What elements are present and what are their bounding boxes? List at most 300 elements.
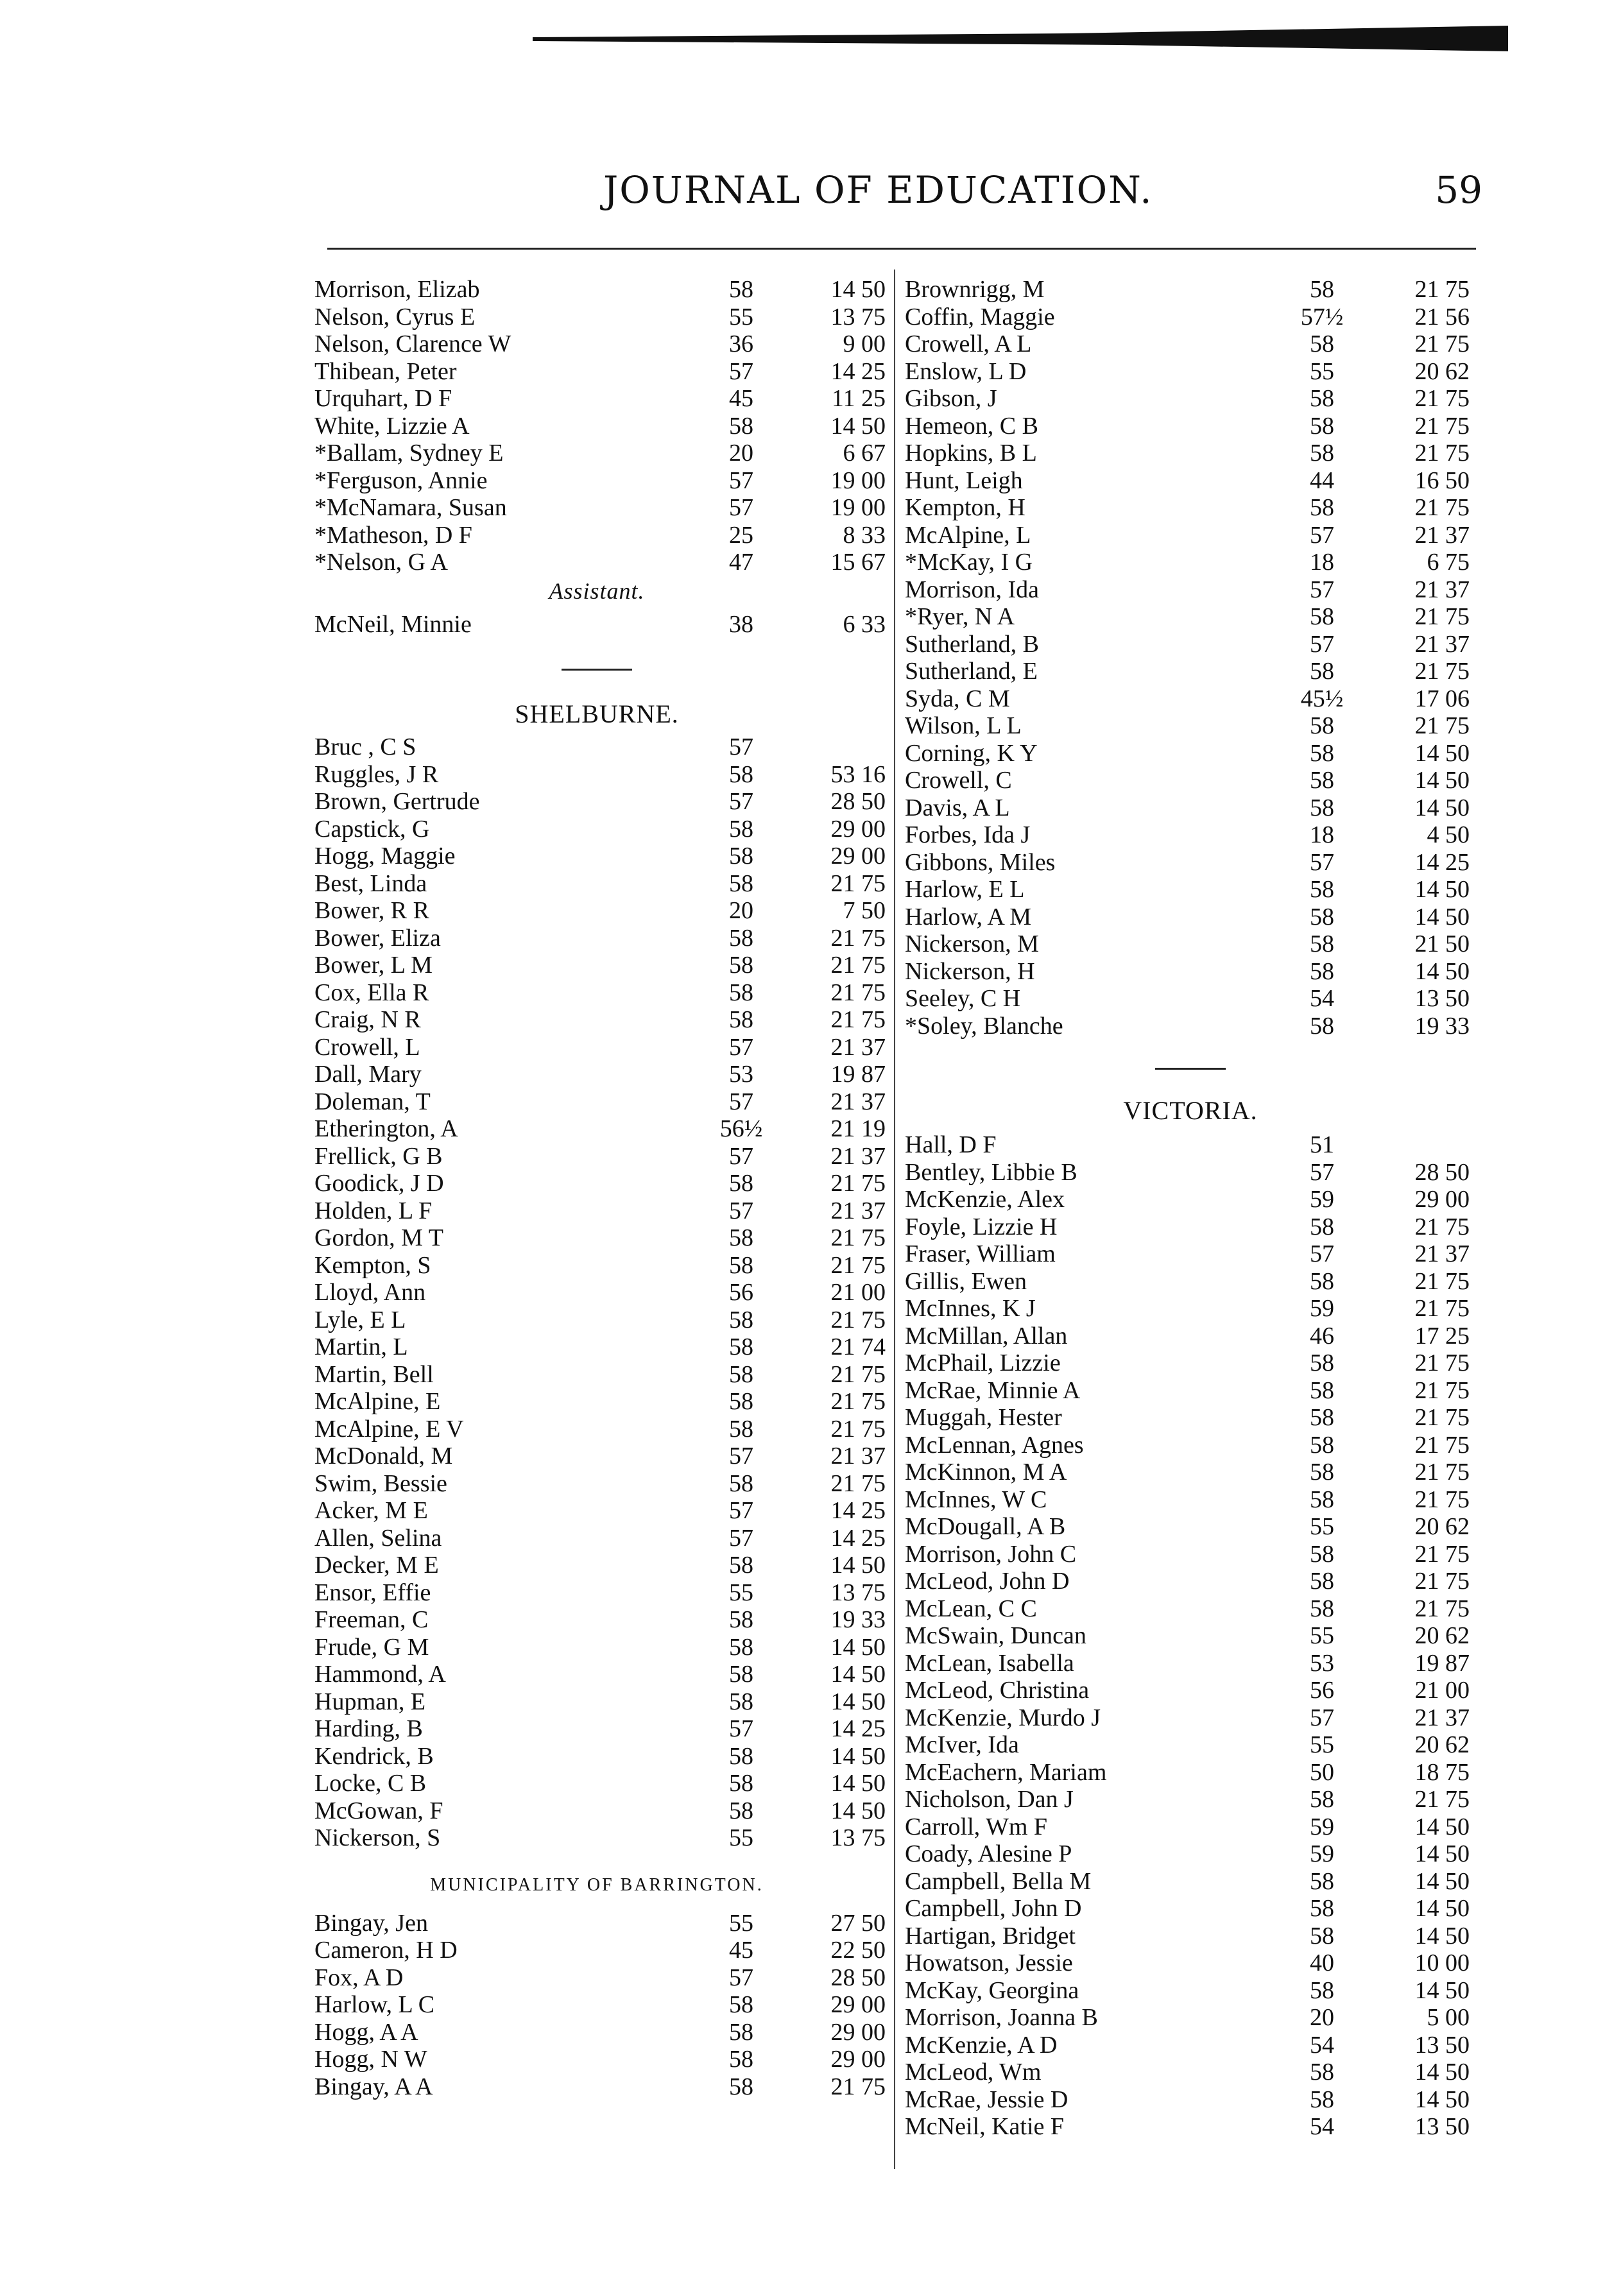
left-group-1 — [314, 276, 886, 576]
table-row — [314, 979, 886, 1007]
teacher-name: Bower, R R — [314, 897, 429, 924]
teacher-name: McAlpine, L — [905, 521, 1031, 549]
grant-amount: 21 37 — [1414, 576, 1470, 603]
grant-amount: 14 50 — [830, 276, 886, 303]
table-row — [314, 1824, 886, 1852]
teacher-name: Harlow, L C — [314, 1991, 435, 2018]
teacher-name: Nickerson, S — [314, 1824, 441, 1851]
table-row — [314, 1937, 886, 1964]
table-row — [314, 1006, 886, 1034]
teacher-name: Frude, G M — [314, 1633, 429, 1661]
grant-amount: 14 50 — [830, 1552, 886, 1579]
right-column — [905, 276, 1476, 2141]
days-taught: 58 — [729, 1661, 753, 1688]
table-row — [314, 1497, 886, 1525]
grant-amount: 21 00 — [830, 1279, 886, 1306]
days-taught: 57 — [729, 467, 753, 494]
grant-amount: 17 06 — [1414, 685, 1470, 712]
teacher-name: Crowell, C — [905, 767, 1012, 794]
days-taught: 58 — [1310, 1213, 1334, 1240]
days-taught: 57 — [729, 1197, 753, 1224]
grant-amount: 21 75 — [1414, 1595, 1470, 1622]
days-taught: 58 — [1310, 1349, 1334, 1376]
table-row — [314, 276, 886, 304]
table-row — [314, 521, 886, 549]
grant-amount: 15 67 — [830, 549, 886, 576]
days-taught: 58 — [729, 1797, 753, 1824]
days-taught: 58 — [1310, 1976, 1334, 2004]
table-row — [905, 2113, 1476, 2141]
teacher-name: Bower, L M — [314, 952, 433, 979]
teacher-name: Brownrigg, M — [905, 276, 1045, 303]
table-row — [314, 1333, 886, 1361]
teacher-name: Hogg, Maggie — [314, 843, 456, 870]
table-row — [314, 440, 886, 467]
table-row — [314, 1142, 886, 1170]
teacher-name: Allen, Selina — [314, 1524, 442, 1552]
days-taught: 55 — [1310, 1731, 1334, 1758]
teacher-name: White, Lizzie A — [314, 412, 470, 440]
days-taught: 57 — [729, 733, 753, 760]
grant-amount: 14 50 — [1414, 876, 1470, 903]
table-row — [905, 1840, 1476, 1868]
days-taught: 56 — [1310, 1677, 1334, 1704]
teacher-name: McLean, C C — [905, 1595, 1037, 1622]
days-taught: 57 — [1310, 1240, 1334, 1267]
grant-amount: 21 74 — [830, 1333, 886, 1360]
grant-amount: 21 75 — [1414, 385, 1470, 412]
table-row — [905, 385, 1476, 413]
table-row — [905, 1595, 1476, 1623]
table-row — [314, 2046, 886, 2073]
days-taught: 56½ — [719, 1115, 763, 1142]
days-taught: 58 — [729, 760, 753, 788]
table-row — [314, 1552, 886, 1579]
table-row — [314, 1415, 886, 1443]
grant-amount: 5 00 — [1427, 2004, 1470, 2031]
grant-amount: 21 37 — [1414, 521, 1470, 549]
teacher-name: Decker, M E — [314, 1552, 439, 1579]
days-taught: 58 — [729, 1415, 753, 1443]
table-row — [905, 1704, 1476, 1732]
teacher-name: Carroll, Wm F — [905, 1813, 1048, 1840]
table-row — [905, 876, 1476, 904]
grant-amount: 21 75 — [830, 924, 886, 952]
teacher-name: Martin, Bell — [314, 1360, 434, 1388]
teacher-name: Cox, Ella R — [314, 979, 429, 1006]
grant-amount: 13 75 — [830, 1824, 886, 1851]
table-row — [905, 849, 1476, 877]
table-row — [314, 1197, 886, 1225]
teacher-name: Lyle, E L — [314, 1306, 406, 1333]
grant-amount: 21 75 — [1414, 1404, 1470, 1431]
table-row — [905, 2086, 1476, 2114]
teacher-name: McDonald, M — [314, 1443, 453, 1469]
days-taught: 57 — [729, 1715, 753, 1742]
days-taught: 58 — [729, 870, 753, 897]
days-taught: 58 — [729, 815, 753, 843]
days-taught: 57 — [729, 1443, 753, 1469]
days-taught: 58 — [1310, 1431, 1334, 1459]
days-taught: 58 — [729, 1333, 753, 1360]
grant-amount: 19 87 — [830, 1061, 886, 1088]
days-taught: 57 — [1310, 576, 1334, 603]
table-row — [314, 2073, 886, 2101]
grant-amount: 21 75 — [1414, 1295, 1470, 1322]
grant-amount: 14 50 — [1414, 1895, 1470, 1922]
table-row — [314, 357, 886, 386]
table-row — [905, 1731, 1476, 1759]
teacher-name: Holden, L F — [314, 1197, 433, 1224]
table-row — [314, 1224, 886, 1252]
grant-amount: 14 25 — [830, 357, 886, 385]
table-row — [314, 952, 886, 979]
table-row — [905, 1813, 1476, 1841]
table-row — [314, 1770, 886, 1797]
teacher-name: Kempton, S — [314, 1251, 431, 1279]
table-row — [905, 985, 1476, 1013]
teacher-name: Harlow, A M — [905, 903, 1032, 930]
days-taught: 58 — [729, 1606, 753, 1633]
table-row — [314, 897, 886, 925]
teacher-name: Campbell, John D — [905, 1895, 1082, 1922]
grant-amount: 21 75 — [1414, 1568, 1470, 1595]
teacher-name: Nelson, Clarence W — [314, 330, 511, 357]
table-row — [905, 1459, 1476, 1486]
teacher-name: Hammond, A — [314, 1661, 446, 1688]
table-row — [905, 576, 1476, 604]
teacher-name: *Soley, Blanche — [905, 1012, 1063, 1040]
section-barrington: MUNICIPALITY OF BARRINGTON. — [430, 1874, 764, 1895]
days-taught: 53 — [1310, 1649, 1334, 1677]
grant-amount: 21 19 — [830, 1115, 886, 1142]
grant-amount: 14 50 — [830, 1633, 886, 1661]
table-row — [314, 1388, 886, 1416]
teacher-name: Sutherland, B — [905, 630, 1039, 658]
grant-amount: 28 50 — [830, 788, 886, 815]
grant-amount: 21 75 — [830, 1251, 886, 1279]
grant-amount: 4 50 — [1427, 821, 1470, 848]
table-row — [905, 1949, 1476, 1977]
teacher-name: Hemeon, C B — [905, 412, 1038, 440]
table-row — [314, 385, 886, 413]
grant-amount: 14 25 — [830, 1497, 886, 1524]
days-taught: 44 — [1310, 467, 1334, 494]
teacher-name: Gillis, Ewen — [905, 1267, 1027, 1295]
days-taught: 18 — [1310, 549, 1334, 576]
grant-amount: 21 56 — [1414, 303, 1470, 330]
grant-amount: 6 33 — [843, 610, 886, 638]
teacher-name: Thibean, Peter — [314, 357, 457, 385]
teacher-name: McKenzie, Alex — [905, 1186, 1065, 1213]
grant-amount: 22 50 — [830, 1937, 886, 1964]
days-taught: 57 — [729, 1142, 753, 1170]
teacher-name: Enslow, L D — [905, 357, 1027, 385]
days-taught: 57 — [729, 1088, 753, 1115]
table-row — [314, 1251, 886, 1280]
grant-amount: 9 00 — [843, 330, 886, 357]
grant-amount: 21 37 — [830, 1142, 886, 1170]
table-row — [905, 1513, 1476, 1541]
grant-amount: 21 75 — [830, 870, 886, 897]
table-row — [905, 658, 1476, 685]
teacher-name: Morrison, Joanna B — [905, 2004, 1098, 2031]
teacher-name: *McNamara, Susan — [314, 494, 507, 521]
table-row — [905, 1977, 1476, 2005]
days-taught: 58 — [1310, 1867, 1334, 1895]
teacher-name: Urquhart, D F — [314, 385, 452, 412]
teacher-name: *McKay, I G — [905, 549, 1033, 576]
teacher-name: Doleman, T — [314, 1088, 431, 1115]
table-row — [905, 904, 1476, 931]
grant-amount: 14 50 — [830, 1742, 886, 1770]
grant-amount: 14 50 — [830, 1688, 886, 1715]
table-row — [314, 1797, 886, 1825]
table-row — [314, 815, 886, 843]
table-row — [314, 1909, 886, 1937]
grant-amount: 19 87 — [1414, 1649, 1470, 1677]
days-taught: 55 — [1310, 1513, 1334, 1540]
table-row — [905, 767, 1476, 794]
table-row — [905, 1568, 1476, 1595]
grant-amount: 14 50 — [1414, 1840, 1470, 1867]
teacher-name: McIver, Ida — [905, 1731, 1019, 1758]
teacher-name: Craig, N R — [314, 1006, 421, 1033]
table-row — [905, 1268, 1476, 1296]
days-taught: 57 — [1310, 521, 1334, 549]
teacher-name: Dall, Mary — [314, 1061, 422, 1088]
grant-amount: 14 50 — [1414, 1976, 1470, 2004]
days-taught: 58 — [729, 1552, 753, 1579]
teacher-name: *Nelson, G A — [314, 549, 448, 576]
table-row — [314, 1524, 886, 1552]
teacher-name: Hartigan, Bridget — [905, 1922, 1076, 1949]
grant-amount: 21 75 — [830, 1306, 886, 1333]
grant-amount: 21 75 — [830, 952, 886, 979]
teacher-name: McKinnon, M A — [905, 1459, 1067, 1486]
table-row — [905, 712, 1476, 740]
table-row — [314, 1360, 886, 1389]
teacher-name: Gordon, M T — [314, 1224, 443, 1251]
grant-amount: 14 25 — [830, 1524, 886, 1552]
teacher-name: McDougall, A B — [905, 1513, 1066, 1540]
table-row — [314, 1088, 886, 1116]
table-row — [314, 788, 886, 816]
days-taught: 58 — [729, 979, 753, 1006]
assistant-heading: Assistant. — [549, 578, 645, 604]
grant-amount: 21 75 — [1414, 712, 1470, 739]
days-taught: 57½ — [1300, 303, 1344, 330]
grant-amount: 28 50 — [1414, 1158, 1470, 1186]
grant-amount: 21 75 — [1414, 658, 1470, 685]
teacher-name: McEachern, Mariam — [905, 1758, 1107, 1786]
days-taught: 58 — [1310, 1568, 1334, 1595]
table-row — [314, 1715, 886, 1743]
days-taught: 57 — [729, 788, 753, 815]
grant-amount: 19 33 — [1414, 1012, 1470, 1040]
grant-amount: 20 62 — [1414, 357, 1470, 385]
table-row — [314, 1661, 886, 1688]
days-taught: 58 — [1310, 1012, 1334, 1040]
days-taught: 58 — [729, 1991, 753, 2018]
teacher-name: Locke, C B — [314, 1770, 427, 1797]
table-row — [905, 1186, 1476, 1213]
days-taught: 58 — [729, 1633, 753, 1661]
grant-amount: 14 50 — [1414, 903, 1470, 930]
teacher-name: *Ballam, Sydney E — [314, 440, 504, 467]
table-row — [905, 2004, 1476, 2032]
teacher-name: Nicholson, Dan J — [905, 1786, 1074, 1813]
teacher-name: Hupman, E — [314, 1688, 426, 1715]
grant-amount: 18 75 — [1414, 1758, 1470, 1786]
table-row — [905, 1240, 1476, 1268]
grant-amount: 19 00 — [830, 494, 886, 521]
teacher-name: McLeod, John D — [905, 1568, 1070, 1595]
teacher-name: McRae, Jessie D — [905, 2086, 1069, 2113]
section-dash — [1155, 1068, 1226, 1070]
section-victoria: VICTORIA. — [1123, 1096, 1258, 1125]
teacher-name: Campbell, Bella M — [905, 1867, 1092, 1895]
days-taught: 57 — [1310, 630, 1334, 658]
grant-amount: 28 50 — [830, 1964, 886, 1991]
grant-amount: 13 75 — [830, 1579, 886, 1606]
days-taught: 58 — [1310, 276, 1334, 303]
grant-amount: 21 75 — [1414, 412, 1470, 440]
table-row — [905, 1541, 1476, 1568]
days-taught: 55 — [1310, 357, 1334, 385]
grant-amount: 21 37 — [1414, 1240, 1470, 1267]
days-taught: 58 — [1310, 1540, 1334, 1568]
table-row — [905, 1786, 1476, 1813]
teacher-name: Bower, Eliza — [314, 924, 441, 952]
table-row — [314, 467, 886, 495]
days-taught: 54 — [1310, 985, 1334, 1012]
grant-amount: 14 50 — [1414, 957, 1470, 985]
table-row — [905, 2032, 1476, 2059]
days-taught: 57 — [729, 494, 753, 521]
table-row — [314, 1279, 886, 1306]
table-row — [314, 843, 886, 870]
days-taught: 58 — [1310, 2059, 1334, 2086]
grant-amount: 21 75 — [830, 979, 886, 1006]
days-taught: 58 — [1310, 903, 1334, 930]
table-row — [905, 494, 1476, 522]
grant-amount: 21 75 — [1414, 1786, 1470, 1813]
days-taught: 58 — [1310, 1459, 1334, 1486]
grant-amount: 21 50 — [1414, 930, 1470, 957]
days-taught: 57 — [729, 1964, 753, 1991]
teacher-name: Crowell, A L — [905, 330, 1032, 357]
teacher-name: Ensor, Effie — [314, 1579, 431, 1606]
days-taught: 58 — [1310, 1267, 1334, 1295]
days-taught: 58 — [729, 1469, 753, 1497]
teacher-name: Kendrick, B — [314, 1742, 434, 1770]
teacher-name: Muggah, Hester — [905, 1404, 1062, 1431]
teacher-name: Nickerson, M — [905, 930, 1039, 957]
teacher-name: Bruc , C S — [314, 733, 416, 760]
left-column — [314, 276, 886, 2100]
table-row — [905, 631, 1476, 658]
days-taught: 55 — [729, 1824, 753, 1851]
days-taught: 58 — [1310, 1786, 1334, 1813]
days-taught: 36 — [729, 330, 753, 357]
days-taught: 58 — [1310, 1404, 1334, 1431]
teacher-name: McRae, Minnie A — [905, 1376, 1081, 1404]
grant-amount: 29 00 — [830, 1991, 886, 2018]
days-taught: 58 — [1310, 930, 1334, 957]
teacher-name: Howatson, Jessie — [905, 1949, 1073, 1976]
teacher-name: McLean, Isabella — [905, 1649, 1074, 1677]
days-taught: 58 — [729, 1224, 753, 1251]
column-divider — [894, 270, 895, 2169]
teacher-name: McNeil, Katie F — [905, 2113, 1065, 2140]
table-row — [905, 440, 1476, 467]
teacher-name: Crowell, L — [314, 1033, 420, 1061]
days-taught: 58 — [1310, 658, 1334, 685]
teacher-name: Morrison, John C — [905, 1540, 1077, 1568]
page-header — [321, 168, 1482, 219]
days-taught: 57 — [729, 1497, 753, 1524]
days-taught: 51 — [1310, 1131, 1334, 1158]
grant-amount: 21 75 — [1414, 1267, 1470, 1295]
table-row — [314, 870, 886, 898]
grant-amount: 29 00 — [830, 2046, 886, 2073]
teacher-name: Nelson, Cyrus E — [314, 303, 476, 330]
grant-amount: 14 50 — [1414, 794, 1470, 821]
header-rule — [327, 248, 1476, 250]
teacher-name: Bingay, A A — [314, 2073, 433, 2100]
days-taught: 58 — [1310, 794, 1334, 821]
teacher-name: *Matheson, D F — [314, 521, 472, 549]
days-taught: 58 — [729, 276, 753, 303]
days-taught: 46 — [1310, 1322, 1334, 1349]
days-taught: 54 — [1310, 2031, 1334, 2059]
days-taught: 58 — [1310, 412, 1334, 440]
teacher-name: Fraser, William — [905, 1240, 1056, 1267]
grant-amount: 21 37 — [830, 1033, 886, 1061]
days-taught: 58 — [1310, 1376, 1334, 1404]
days-taught: 55 — [729, 1579, 753, 1606]
days-taught: 58 — [729, 1360, 753, 1388]
grant-amount: 21 75 — [1414, 1540, 1470, 1568]
grant-amount: 21 37 — [1414, 630, 1470, 658]
table-row — [905, 1759, 1476, 1786]
grant-amount: 14 50 — [830, 1797, 886, 1824]
grant-amount: 6 67 — [843, 440, 886, 467]
grant-amount: 14 50 — [1414, 2059, 1470, 2086]
table-row — [905, 304, 1476, 331]
grant-amount: 27 50 — [830, 1909, 886, 1937]
table-row — [905, 1677, 1476, 1704]
table-row — [314, 1061, 886, 1088]
grant-amount: 20 62 — [1414, 1622, 1470, 1649]
days-taught: 58 — [1310, 1895, 1334, 1922]
table-row — [905, 413, 1476, 440]
table-row — [314, 1633, 886, 1661]
days-taught: 57 — [1310, 848, 1334, 876]
teacher-name: Foyle, Lizzie H — [905, 1213, 1058, 1240]
days-taught: 40 — [1310, 1949, 1334, 1976]
table-row — [905, 1486, 1476, 1514]
teacher-name: Bentley, Libbie B — [905, 1158, 1077, 1186]
teacher-name: Cameron, H D — [314, 1937, 458, 1964]
grant-amount: 14 50 — [1414, 767, 1470, 794]
table-row — [314, 412, 886, 440]
days-taught: 55 — [729, 1909, 753, 1937]
teacher-name: McInnes, K J — [905, 1295, 1036, 1322]
teacher-name: Forbes, Ida J — [905, 821, 1031, 848]
grant-amount: 14 50 — [1414, 2086, 1470, 2113]
